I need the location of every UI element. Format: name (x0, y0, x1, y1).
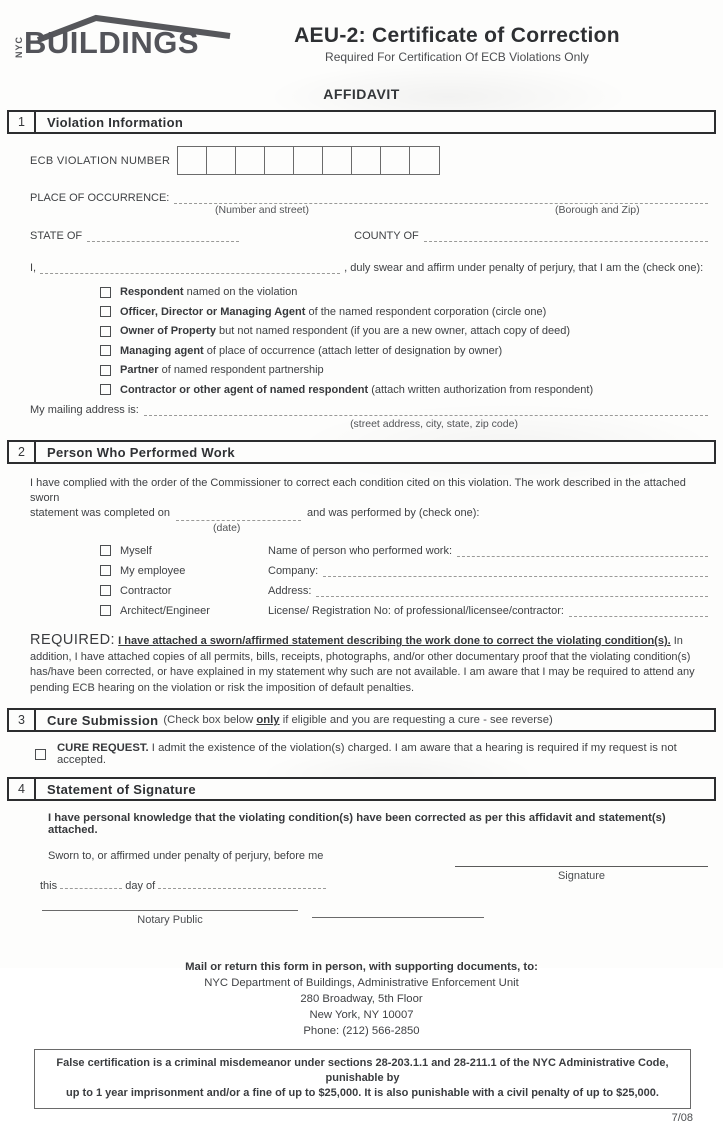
signature-line[interactable] (455, 866, 708, 867)
logo-buildings-text: BUILDINGS (24, 25, 199, 60)
mail-address-line: Phone: (212) 566-2850 (303, 1025, 420, 1037)
role-label: Officer, Director or Managing Agent of the named respondent corporation (circle one) (120, 305, 547, 318)
warning-text-line2: up to 1 year imprisonment and/or a fine of up to $25,000. It is also punishable with a civil penalty of up to $25,000. (66, 1087, 659, 1099)
section-4-title: Statement of Signature (47, 781, 196, 797)
section-3-number: 3 (9, 710, 36, 730)
checkbox[interactable] (100, 345, 111, 356)
checkbox[interactable] (100, 326, 111, 337)
state-input[interactable] (87, 229, 239, 242)
role-options (100, 286, 708, 396)
affidavit-heading: AFFIDAVIT (323, 86, 400, 102)
section-2-number: 2 (9, 442, 36, 462)
cure-note: (Check box below only if eligible and you are requesting a cure - see reverse) (163, 714, 553, 726)
mailing-address-input[interactable] (144, 403, 708, 416)
section-2-header (7, 440, 716, 464)
day-input[interactable] (60, 876, 122, 889)
work-intro: I have complied with the order of the Commissioner to correct each condition cited on this violation. The work described in the attached sworn statement was completed on and was performed by (check one): (date) (30, 476, 708, 536)
logo-nyc-text: NYC (14, 35, 24, 58)
ecb-digit-cell[interactable] (381, 147, 410, 174)
county-of-label: COUNTY OF (354, 230, 419, 242)
signature-label: Signature (557, 870, 606, 882)
notary-line[interactable] (42, 910, 298, 911)
role-label: Respondent named on the violation (120, 286, 298, 298)
signature-area (0, 850, 723, 955)
mailing-address-label: My mailing address is: (30, 404, 139, 416)
section-1-title: Violation Information (47, 114, 184, 130)
cure-checkbox[interactable] (35, 749, 46, 760)
mail-instructions (0, 959, 723, 1039)
swear-suffix: , duly swear and affirm under penalty of perjury, that I am the (check one): (344, 262, 704, 274)
role-option (100, 306, 708, 318)
ecb-digit-cell[interactable] (207, 147, 236, 174)
work-row (100, 564, 708, 577)
section-1-content (0, 146, 723, 430)
checkbox[interactable] (100, 306, 111, 317)
cure-request-text: CURE REQUEST. I admit the existence of the violation(s) charged. I am aware that a hearing is required if my request is not accepted. (57, 742, 677, 766)
checkbox[interactable] (100, 605, 111, 616)
section-2-content (0, 476, 723, 696)
work-option-label: Contractor (120, 585, 172, 597)
warning-text-line1: False certification is a criminal misdemeanor under sections 28-203.1.1 and 28-211.1 of the NYC Administrative Code, punishable by (56, 1057, 669, 1084)
this-day-of: this day of (40, 876, 326, 892)
role-label: Owner of Property but not named respondent (if you are a new owner, attach copy of deed) (120, 325, 571, 337)
section-2-title: Person Who Performed Work (47, 444, 235, 460)
checkbox[interactable] (100, 585, 111, 596)
month-input[interactable] (158, 876, 326, 889)
cure-request-row (35, 742, 708, 766)
work-option-label: My employee (120, 565, 186, 577)
ecb-violation-number-boxes (177, 146, 440, 175)
role-label: Contractor or other agent of named respondent (attach written authorization from respondent) (120, 383, 594, 396)
section-1-number: 1 (9, 112, 36, 132)
form-subtitle: Required For Certification Of ECB Violations Only (325, 50, 589, 64)
section-1-header (7, 110, 716, 134)
ecb-digit-cell[interactable] (236, 147, 265, 174)
borough-zip-hint: (Borough and Zip) (555, 204, 640, 216)
work-field-input[interactable] (457, 544, 708, 557)
role-label: Partner of named respondent partnership (120, 364, 324, 376)
work-row (100, 544, 708, 557)
county-input[interactable] (424, 229, 708, 242)
mail-heading: Mail or return this form in person, with supporting documents, to: (185, 961, 538, 973)
completion-date-input[interactable] (176, 508, 301, 521)
work-row (100, 604, 708, 617)
section-4-header (7, 777, 716, 801)
work-row (100, 584, 708, 597)
notary-public-label: Notary Public (137, 914, 203, 926)
work-field-input[interactable] (323, 564, 708, 577)
section-4-number: 4 (9, 779, 36, 799)
extra-signature-line[interactable] (312, 917, 484, 918)
work-field-input[interactable] (569, 604, 708, 617)
work-field-input[interactable] (316, 584, 708, 597)
mailing-address-hint: (street address, city, state, zip code) (350, 418, 518, 430)
required-paragraph: REQUIRED: I have attached a sworn/affirmed statement describing the work done to correct the violating condition(s). In addition, I have attached copies of all permits, bills, receipts, photographs, and/or other documentary proof that the violating condition(s) has/have been corrected, or have explained in my statement why such are not available. I am aware that I may be required to attend any pending ECB hearing on the violation or risk the imposition of default penalties. (30, 632, 695, 694)
nyc-buildings-logo (14, 10, 239, 64)
knowledge-statement: I have personal knowledge that the violating condition(s) have been corrected as per this affidavit and statement(s) attached. (48, 812, 666, 836)
form-header (0, 0, 723, 64)
section-3-header (7, 708, 716, 732)
mail-address-line: New York, NY 10007 (309, 1009, 414, 1021)
ecb-digit-cell[interactable] (323, 147, 352, 174)
ecb-digit-cell[interactable] (294, 147, 323, 174)
checkbox[interactable] (100, 287, 111, 298)
warning-box (34, 1049, 691, 1109)
mail-address-line: 280 Broadway, 5th Floor (300, 993, 423, 1005)
place-of-occurrence-label: PLACE OF OCCURRENCE: (30, 192, 170, 204)
checkbox[interactable] (100, 384, 111, 395)
section-3-title: Cure Submission (Check box below only if eligible and you are requesting a cure - see reverse) (47, 712, 553, 728)
role-option (100, 345, 708, 357)
version-label: 7/08 (671, 1112, 693, 1124)
ecb-digit-cell[interactable] (178, 147, 207, 174)
work-field-label: Company: (268, 565, 319, 577)
number-street-hint: (Number and street) (215, 204, 309, 216)
work-option-label: Myself (120, 545, 152, 557)
ecb-violation-number-label: ECB VIOLATION NUMBER (30, 154, 171, 167)
mail-address-line: NYC Department of Buildings, Administrative Enforcement Unit (204, 977, 519, 989)
date-hint: (date) (213, 522, 241, 534)
work-field-label: Name of person who performed work: (268, 545, 453, 557)
place-of-occurrence-input[interactable] (174, 191, 708, 204)
work-field-label: Address: (268, 585, 312, 597)
role-option (100, 384, 708, 396)
work-field-label: License/ Registration No: of professional/licensee/contractor: (268, 605, 564, 617)
swear-prefix: I, (30, 262, 37, 274)
sworn-statement: Sworn to, or affirmed under penalty of perjury, before me (48, 850, 324, 862)
role-option (100, 364, 708, 376)
affiant-name-input[interactable] (40, 261, 340, 274)
work-option-label: Architect/Engineer (120, 605, 210, 617)
role-option (100, 325, 708, 337)
role-option (100, 286, 708, 298)
ecb-digit-cell[interactable] (410, 147, 439, 174)
form-title: AEU-2: Certificate of Correction (294, 24, 620, 47)
checkbox[interactable] (100, 365, 111, 376)
role-label: Managing agent of place of occurrence (attach letter of designation by owner) (120, 344, 503, 357)
state-of-label: STATE OF (30, 230, 83, 242)
ecb-digit-cell[interactable] (265, 147, 294, 174)
checkbox[interactable] (100, 565, 111, 576)
ecb-digit-cell[interactable] (352, 147, 381, 174)
work-options (100, 544, 708, 617)
checkbox[interactable] (100, 545, 111, 556)
